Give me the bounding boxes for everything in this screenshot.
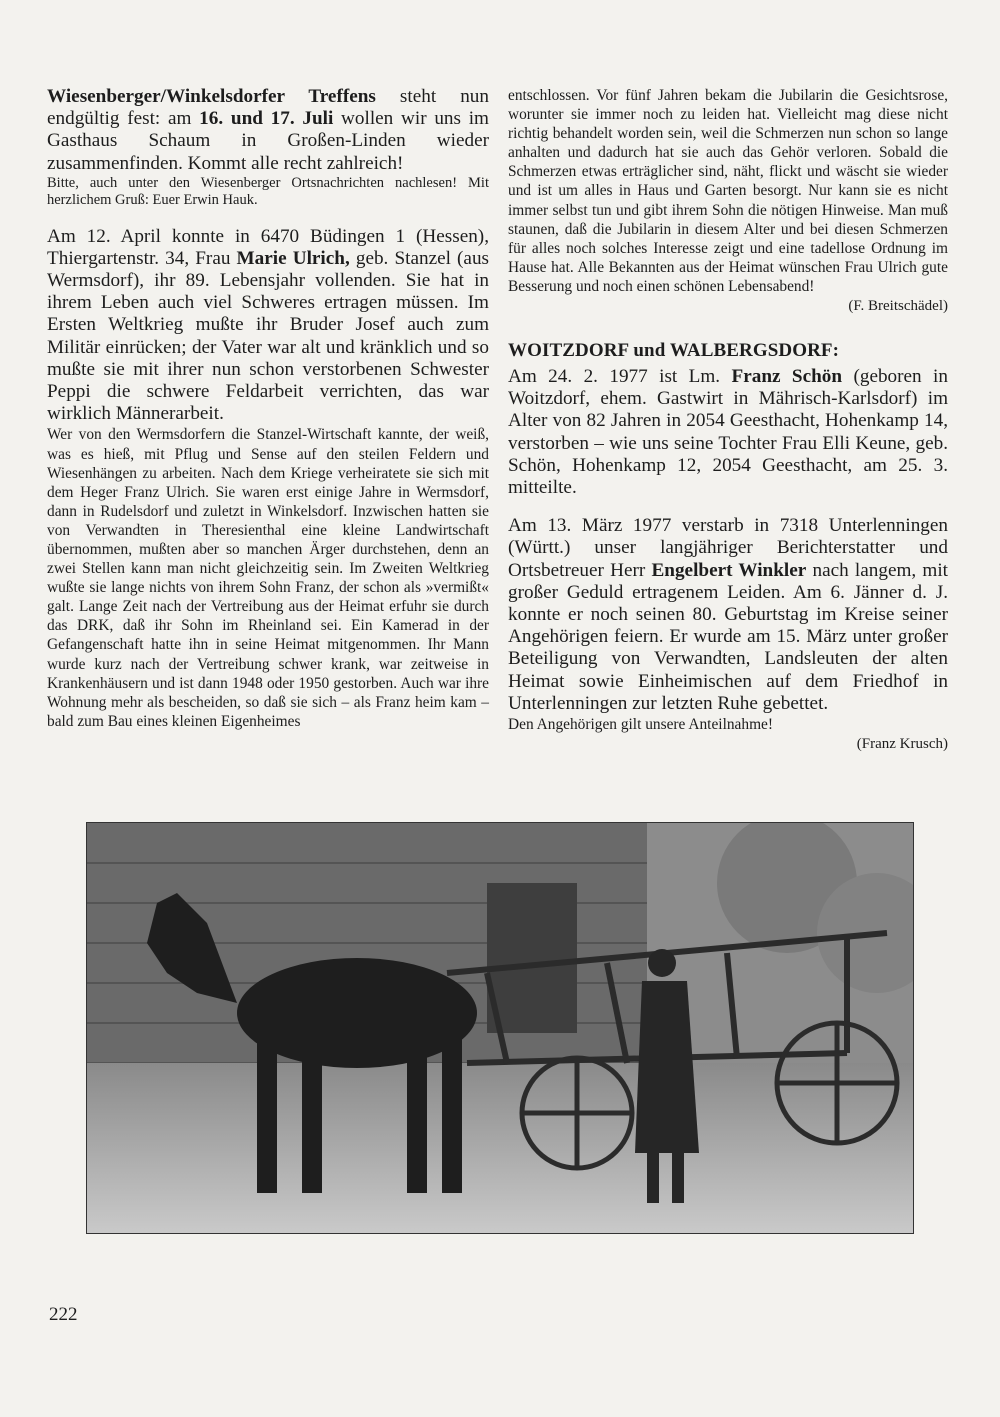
obituary-engelbert-winkler: Am 13. März 1977 verstarb in 7318 Unterlenningen (Württ.) unser langjähriger Berichterstatter und Ortsbetreuer Herr Engelbert Winkler nach langem, mit großer Geduld ertragenem Leiden. Am 6. Jänner d. J. konnte er noch seinen 80. Geburtstag im Kreise seiner Angehörigen feiern. Er wurde am 15. März unter großer Beteiligung von Verwandten, Landsleuten der alten Heimat sowie Einheimischen auf dem Friedhof in Unterlenningen zur letzten Ruhe gebettet. [508,515,948,714]
signature-krusch: (Franz Krusch) [856,736,948,753]
birthday-article: Am 12. April konnte in 6470 Büdingen 1 (Hessen), Thiergartenstr. 34, Frau Marie Ulrich, geb. Stanzel (aus Wermsdorf), ihr 89. Lebensjahr vollenden. Sie hat in ihrem Leben auch viel Schweres ertragen müssen. Im Ersten Weltkrieg mußte ihr Bruder Josef auch zum Militär einrücken; der Vater war alt und kränklich und so mußte sie mit ihrer nun schon verstorbenen Schwester Peppi die schwere Feldarbeit verrichten, das war wirklich Männerarbeit. [47,225,490,425]
person-name-franz-schoen: Franz Schön [731,366,843,388]
meeting-announcement: Wiesenberger/Winkelsdorfer Treffens steht nun endgültig fest: am 16. und 17. Juli wollen wir uns im Gasthaus Schaum in Großen-Linden wieder zusammenfinden. Kommt alle recht zahlreich! [47,86,489,174]
birthday-article-continued: Wer von den Wermsdorfern die Stanzel-Wirtschaft kannte, der weiß, was es hieß, mit Pflug und Sense auf den steilen Feldern und Wiesenhängen zu arbeiten. Nach dem Kriege verheiratete sie sich mit dem Heger Franz Ulrich. Sie waren erst einige Jahre in Wermsdorf, dann in Rudelsdorf und zuletzt in Winkelsdorf. Inzwischen hatten sie von Verwandten in Theresienthal eine kleine Landwirtschaft übernommen, mußten aber so manchen Ärger durchstehen, denn an zwei Stellen kann man nicht gleichzeitig sein. Im Zweiten Weltkrieg wußte sie lange nichts von ihrem Sohn Franz, der schon als »vermißt« galt. Lange Zeit nach der Vertreibung aus der Heimat erfuhr sie durch das DRK, daß ihr Sohn im Rheinland sei. Ein Kamerad in der Gefangenschaft hatte ihn in seine Heimat mitgenommen. Ihr Mann wurde kurz nach der Vertreibung schwer krank, war zeitweise in Krankenhäusern und ist dann 1948 oder 1950 gestorben. Auch war ihre Wohnung mehr als bescheiden, so daß sie sich – als Franz heim kam – bald zum Bau eines kleinen Eigenheimes [47,426,489,730]
meeting-dates: 16. und 17. Juli [199,108,334,130]
obituary-franz-schoen: Am 24. 2. 1977 ist Lm. Franz Schön (geboren in Woitzdorf, ehem. Gastwirt in Mährisch-Karlsdorf) im Alter von 82 Jahren in 2054 Geesthacht, Hohenkamp 14, verstorben – wie uns seine Tochter Frau Elli Keune, geb. Schön, Hohenkamp 12, 2054 Geesthacht, am 25. 3. mitteilte. [508,366,948,499]
left-column [47,86,489,739]
right-column [508,86,948,776]
person-name-engelbert-winkler: Engelbert Winkler [651,559,807,581]
meeting-title: Wiesenberger/Winkelsdorfer Treffens [47,86,376,107]
horse-cart-illustration [87,823,913,1233]
signature-breitschaedel: (F. Breitschädel) [848,298,948,315]
section-heading: WOITZDORF und WALBERGSDORF: [508,340,840,362]
page-number: 222 [49,1304,78,1325]
condolence-note: Den Angehörigen gilt unsere Anteilnahme! [508,716,773,734]
person-name-marie-ulrich: Marie Ulrich, [236,247,350,269]
photo-horse-cart [86,822,914,1234]
window [487,883,577,1033]
meeting-note: Bitte, auch unter den Wiesenberger Ortsnachrichten nachlesen! Mit herzlichem Gruß: Euer Erwin Hauk. [47,174,489,209]
birthday-article-end: entschlossen. Vor fünf Jahren bekam die Jubilarin die Gesichtsrose, worunter sie immer noch zu leiden hat. Vielleicht mag diese nicht richtig behandelt worden sein, weil die Schmerzen nun schon so lange anhalten und dadurch hat sie auch das Gehör verloren. Sobald die Schmerzen etwas erträglicher sind, näht, flickt und wäscht sie wieder und ist um alles in Haus und Garten besorgt. Nur kann sie es nicht immer selbst tun und gibt ihrem Sohn die nötigen Hinweise. Man muß staunen, daß die Jubilarin in diesem Alter und bei diesen Schmerzen für alles noch solches Interesse zeigt und eine tadellose Ordnung im Hause hat. Alle Bekannten aus der Heimat wünschen Frau Ulrich gute Besserung und noch einen schönen Lebensabend! [508,87,948,295]
street [87,1063,913,1233]
